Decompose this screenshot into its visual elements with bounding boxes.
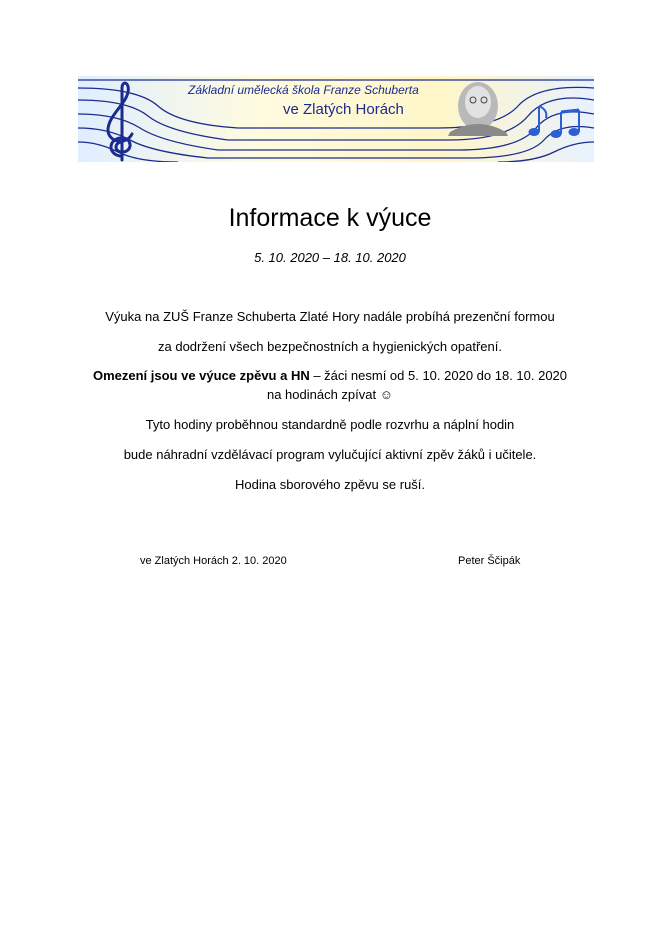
paragraph-line-7: Hodina sborového zpěvu se ruší. (234, 477, 426, 492)
paragraph-line-2: za dodržení všech bezpečnostních a hygienických opatření. (158, 339, 502, 354)
school-name-line1: Základní umělecká škola Franze Schuberta (188, 83, 419, 97)
paragraph-line-6: bude náhradní vzdělávací program vylučující aktivní zpěv žáků i učitele. (123, 447, 537, 462)
date-range: 5. 10. 2020 – 18. 10. 2020 (254, 250, 406, 265)
school-banner (78, 76, 594, 162)
signature-name: Peter Ščipák (458, 555, 521, 567)
restriction-detail: – žáci nesmí od 5. 10. 2020 do 18. 10. 2020 (309, 368, 568, 383)
paragraph-line-1: Výuka na ZUŠ Franze Schuberta Zlaté Hory nadále probíhá prezenční formou (105, 309, 555, 324)
paragraph-line-4: na hodinách zpívat ☺ (266, 387, 394, 402)
restriction-emphasis: Omezení jsou ve výuce zpěvu a HN (92, 368, 310, 383)
school-name-line2: ve Zlatých Horách (283, 101, 404, 118)
document-title: Informace k výuce (228, 204, 432, 232)
place-and-date: ve Zlatých Horách 2. 10. 2020 (140, 555, 287, 567)
paragraph-line-5: Tyto hodiny proběhnou standardně podle rozvrhu a náplní hodin (145, 417, 515, 432)
paragraph-line-3 (0, 368, 660, 383)
